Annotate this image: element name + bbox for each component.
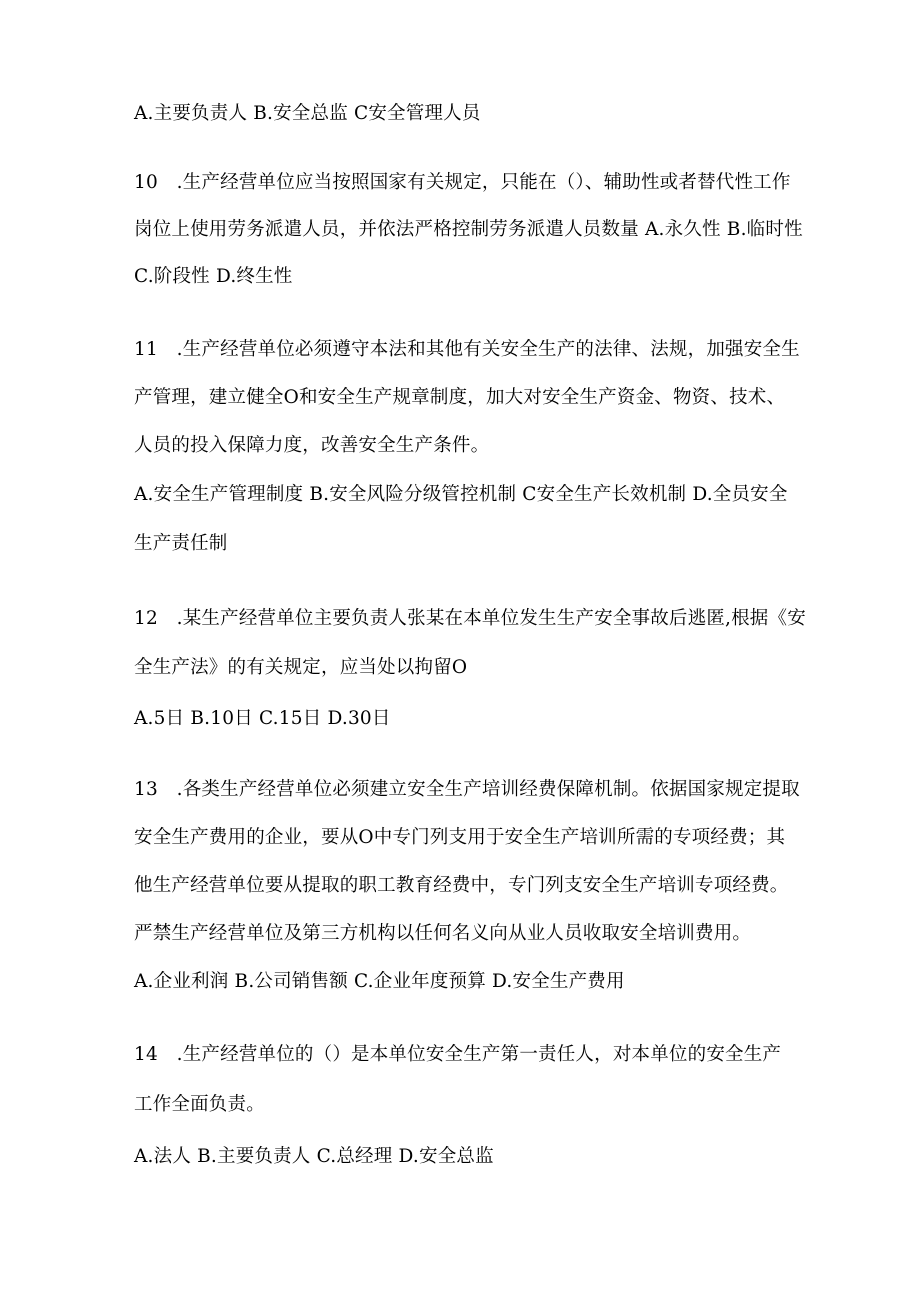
q10-text-line-3: C.阶段性 D.终生性 <box>134 266 293 287</box>
q13-text-line-2: 安全生产费用的企业，要从O中专门列支用于安全生产培训所需的专项经费；其 <box>134 827 786 848</box>
q13-text-line-3: 他生产经营单位要从提取的职工教育经费中，专门列支安全生产培训专项经费。 <box>134 875 789 896</box>
q11-text-line-1: 11 .生产经营单位必须遵守本法和其他有关安全生产的法律、法规，加强安全生 <box>134 339 800 360</box>
q11-text-line-3: 人员的投入保障力度，改善安全生产条件。 <box>134 435 490 456</box>
q13-text-line-4: 严禁生产经营单位及第三方机构以任何名义向从业人员收取安全培训费用。 <box>134 923 752 944</box>
q11-options-line-1: A.安全生产管理制度 B.安全风险分级管控机制 C安全生产长效机制 D.全员安全 <box>134 484 788 505</box>
q11-options-line-2: 生产责任制 <box>134 533 228 554</box>
q10-text-line-1: 10 .生产经营单位应当按照国家有关规定，只能在（）、辅助性或者替代性工作 <box>134 172 791 193</box>
q12-text-line-2: 全生产法》的有关规定，应当处以拘留O <box>134 657 468 678</box>
q14-options: A.法人 B.主要负责人 C.总经理 D.安全总监 <box>134 1146 494 1167</box>
q12-text-line-1: 12 .某生产经营单位主要负责人张某在本单位发生生产安全事故后逃匿,根据《安 <box>134 608 806 629</box>
q14-text-line-2: 工作全面负责。 <box>134 1094 265 1115</box>
q14-text-line-1: 14 .生产经营单位的（）是本单位安全生产第一责任人，对本单位的安全生产 <box>134 1044 782 1065</box>
q10-text-line-2: 岗位上使用劳务派遣人员，并依法严格控制劳务派遣人员数量 A.永久性 B.临时性 <box>134 219 803 240</box>
q11-text-line-2: 产管理，建立健全O和安全生产规章制度，加大对安全生产资金、物资、技术、 <box>134 387 786 408</box>
q9-options: A.主要负责人 B.安全总监 C安全管理人员 <box>134 103 481 124</box>
q13-text-line-1: 13 .各类生产经营单位必须建立安全生产培训经费保障机制。依据国家规定提取 <box>134 779 800 800</box>
q13-options: A.企业利润 B.公司销售额 C.企业年度预算 D.安全生产费用 <box>134 971 625 992</box>
q12-options: A.5日 B.10日 C.15日 D.30日 <box>134 708 391 729</box>
